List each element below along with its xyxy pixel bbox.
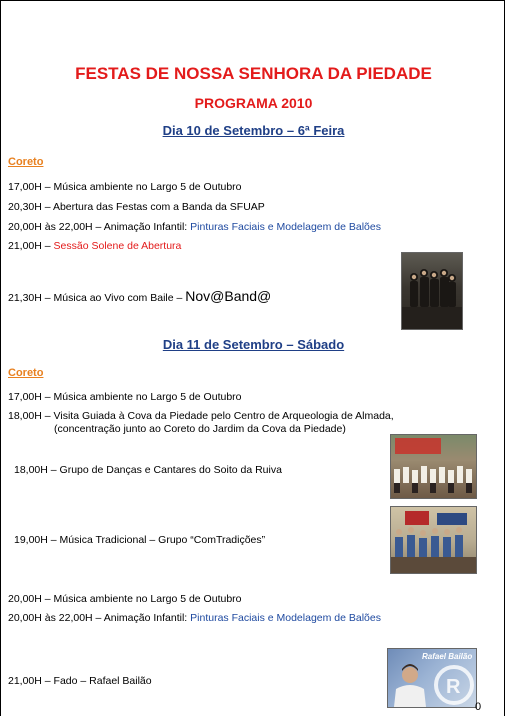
day2-heading: Dia 11 de Setembro – Sábado <box>162 337 345 352</box>
fado-photo-caption: Rafael Bailão <box>422 652 473 661</box>
day2-item-2: 18,00H – Visita Guiada à Cova da Piedade pelo Centro de Arqueologia de Almada, <box>8 410 394 422</box>
day1-item-3: 20,00H às 22,00H – Animação Infantil: Pinturas Faciais e Modelagem de Balões <box>8 221 381 233</box>
band-photo <box>401 252 463 330</box>
day1-item-2: 20,30H – Abertura das Festas com a Banda da SFUAP <box>8 201 265 213</box>
day2-item-1: 17,00H – Música ambiente no Largo 5 de Outubro <box>8 391 242 403</box>
day2-item-7: 21,00H – Fado – Rafael Bailão <box>8 675 152 687</box>
day2-item-2-note: (concentração junto ao Coreto do Jardim da Cova da Piedade) <box>54 423 346 435</box>
day1-item-4: 21,00H – Sessão Solene de Abertura <box>8 240 182 252</box>
day2-item-4: 19,00H – Música Tradicional – Grupo “ComTradições” <box>14 534 266 546</box>
page-number: 0 <box>475 701 482 713</box>
page-title: FESTAS DE NOSSA SENHORA DA PIEDADE <box>75 64 432 83</box>
day2-item-6: 20,00H às 22,00H – Animação Infantil: Pinturas Faciais e Modelagem de Balões <box>8 612 381 624</box>
comtradicoes-photo <box>390 506 477 574</box>
day2-item-3: 18,00H – Grupo de Danças e Cantares do Soito da Ruiva <box>14 464 282 476</box>
day1-item-1: 17,00H – Música ambiente no Largo 5 de Outubro <box>8 181 242 193</box>
day1-heading: Dia 10 de Setembro – 6ª Feira <box>162 123 345 138</box>
day1-item-5: 21,30H – Música ao Vivo com Baile – Nov@Band@ <box>8 288 272 304</box>
svg-text:R: R <box>446 676 461 698</box>
day2-item-5: 20,00H – Música ambiente no Largo 5 de Outubro <box>8 593 242 605</box>
day1-section-coreto: Coreto <box>8 156 44 168</box>
fado-singer-photo <box>387 648 477 708</box>
day2-section-coreto: Coreto <box>8 367 44 379</box>
folk-group-photo <box>390 434 477 499</box>
program-year: PROGRAMA 2010 <box>194 95 313 111</box>
